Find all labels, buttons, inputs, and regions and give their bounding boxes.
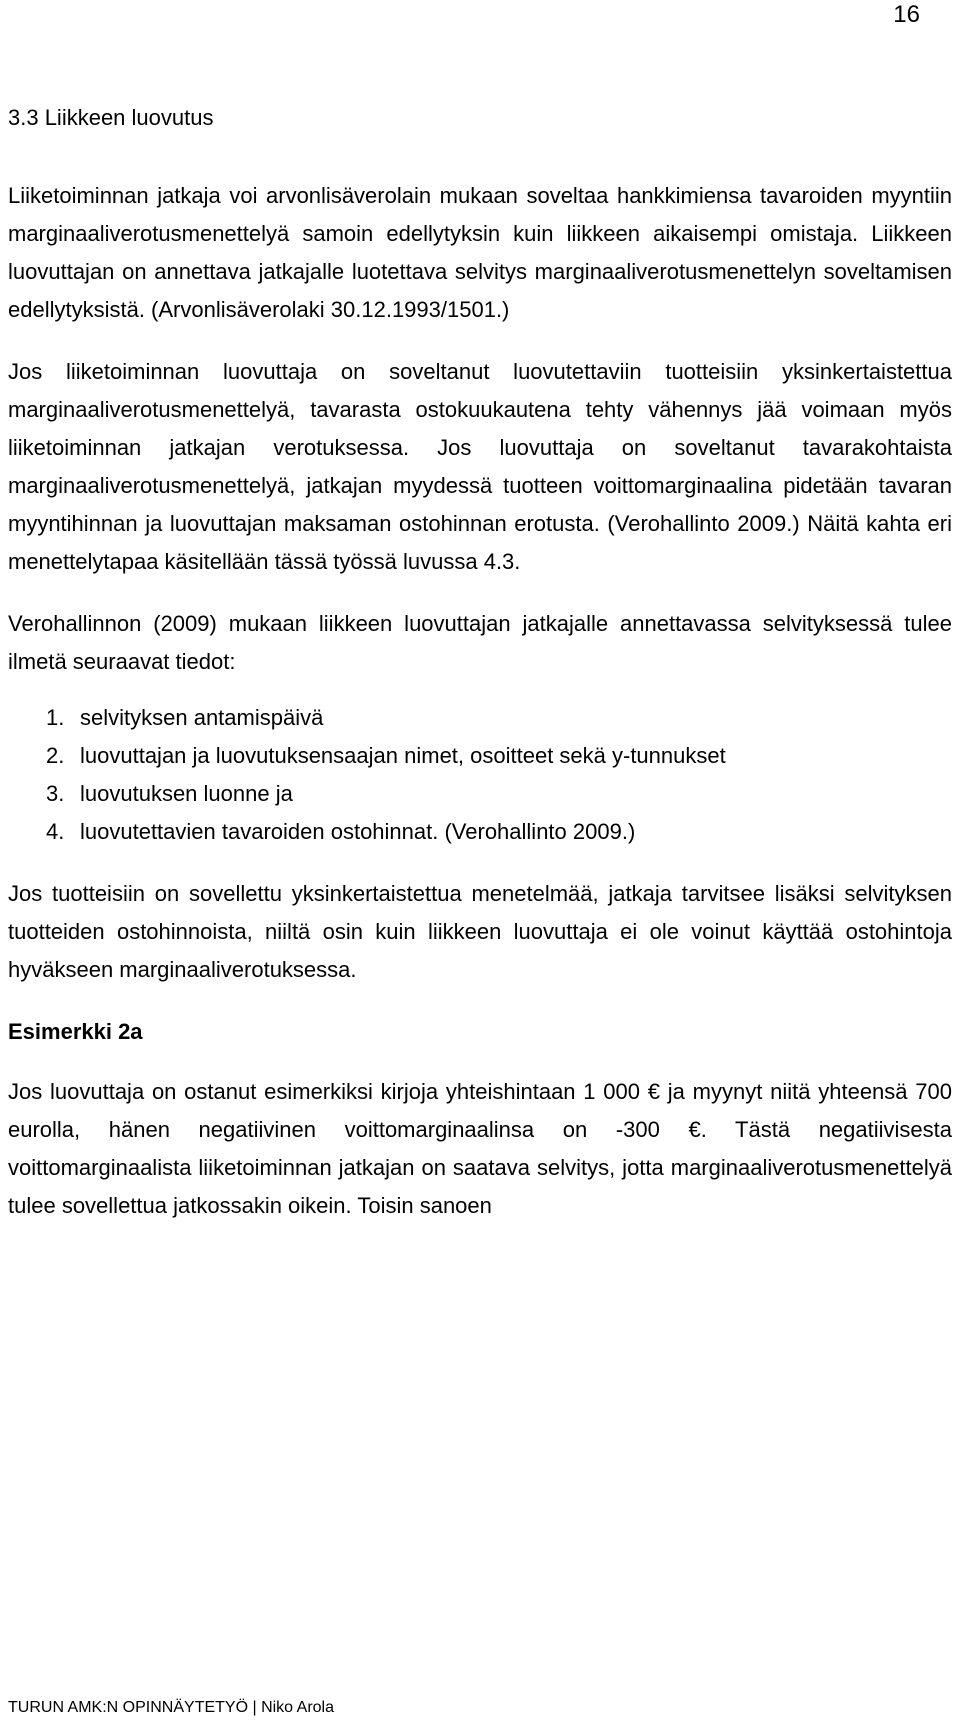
example-heading: Esimerkki 2a (8, 1019, 143, 1044)
list-item (46, 699, 952, 737)
list-item-number: 1. (46, 705, 65, 730)
list-item (46, 813, 952, 851)
list-item-text: luovutuksen luonne ja (80, 781, 293, 806)
paragraph-2: Jos liiketoiminnan luovuttaja on soveltanut luovutettaviin tuotteisiin yksinkertaistettua marginaaliverotusmenettelyä, tavarasta ostokuukautena tehty vähennys jää voimaan myös liiketoiminnan jatkajan verotuksessa. Jos luovuttaja on soveltanut tavarakohtaista marginaaliverotusmenettelyä, jatkajan myydessä tuotteen voittomarginaalina pidetään tavaran myyntihinnan ja luovuttajan maksaman ostohinnan erotusta. (Verohallinto 2009.) Näitä kahta eri menettelytapaa käsitellään tässä työssä luvussa 4.3. (8, 359, 952, 574)
list-item-text: selvityksen antamispäivä (80, 705, 324, 730)
list-item-number: 4. (46, 819, 65, 844)
list-item-text: luovuttajan ja luovutuksensaajan nimet, osoitteet sekä y-tunnukset (80, 743, 726, 768)
list-item (46, 775, 952, 813)
list-item-number: 2. (46, 743, 65, 768)
paragraph-after-list: Jos tuotteisiin on sovellettu yksinkertaistettua menetelmää, jatkaja tarvitsee lisäksi selvityksen tuotteiden ostohinnoista, niiltä osin kuin liikkeen luovuttaja ei ole voinut käyttää ostohintoja hyväkseen marginaaliverotuksessa. (8, 881, 952, 982)
page-footer: TURUN AMK:N OPINNÄYTETYÖ | Niko Arola (8, 1699, 334, 1716)
info-list (8, 699, 952, 851)
page-number: 16 (893, 1, 920, 28)
paragraph-3: Verohallinnon (2009) mukaan liikkeen luovuttajan jatkajalle annettavassa selvityksessä tulee ilmetä seuraavat tiedot: (8, 611, 952, 674)
list-item-text: luovutettavien tavaroiden ostohinnat. (Verohallinto 2009.) (80, 819, 636, 844)
list-item (46, 737, 952, 775)
document-body (8, 103, 952, 1249)
list-item-number: 3. (46, 781, 65, 806)
section-heading: 3.3 Liikkeen luovutus (8, 105, 214, 130)
paragraph-1: Liiketoiminnan jatkaja voi arvonlisäverolain mukaan soveltaa hankkimiensa tavaroiden myyntiin marginaaliverotusmenettelyä samoin edellytyksin kuin liikkeen aikaisempi omistaja. Liikkeen luovuttajan on annettava jatkajalle luotettava selvitys marginaaliverotusmenettelyn soveltamisen edellytyksistä. (Arvonlisäverolaki 30.12.1993/1501.) (8, 183, 952, 322)
example-paragraph: Jos luovuttaja on ostanut esimerkiksi kirjoja yhteishintaan 1 000 € ja myynyt niitä yhteensä 700 eurolla, hänen negatiivinen voittomarginaalinsa on -300 €. Tästä negatiivisesta voittomarginaalista liiketoiminnan jatkajan on saatava selvitys, jotta marginaaliverotusmenettelyä tulee sovellettua jatkossakin oikein. Toisin sanoen (8, 1079, 952, 1218)
